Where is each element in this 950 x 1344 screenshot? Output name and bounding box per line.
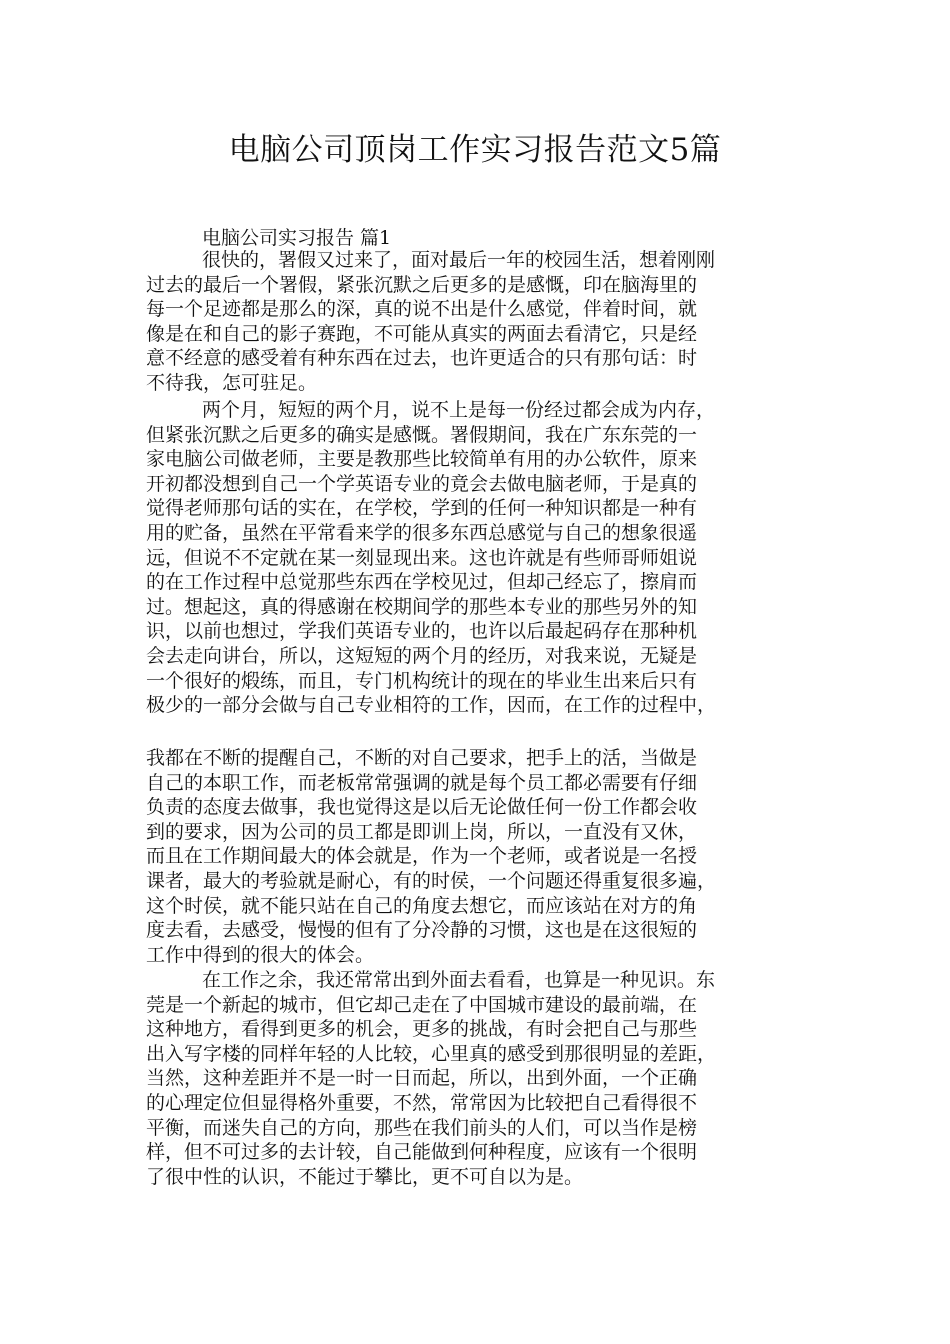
paragraph-line: 负责的态度去做事，我也觉得这是以后无论做任何一份工作都会收 <box>146 796 698 819</box>
paragraph-line: 到的要求，因为公司的员工都是即训上岗，所以，一直没有又休， <box>146 820 698 843</box>
paragraph-line: 像是在和自己的影子赛跑，不可能从真实的两面去看清它，只是经 <box>146 322 698 345</box>
paragraph-line: 不待我，怎可驻足。 <box>146 371 318 394</box>
paragraph-line: 觉得老师那句话的实在，在学校，学到的任何一种知识都是一种有 <box>146 497 698 520</box>
paragraph-line: 莞是一个新起的城市，但它却己走在了中国城市建设的最前端，在 <box>146 993 698 1016</box>
paragraph-line: 的心理定位但显得格外重要，不然，常常因为比较把自己看得很不 <box>146 1091 698 1114</box>
paragraph-line: 但紧张沉默之后更多的确实是感慨。署假期间，我在广东东莞的一 <box>146 423 698 446</box>
paragraph-line: 的在工作过程中总觉那些东西在学校见过，但却己经忘了，擦肩而 <box>146 571 698 594</box>
paragraph-1 <box>146 248 826 396</box>
paragraph-line: 远，但说不不定就在某一刻显现出来。这也许就是有些师哥师姐说 <box>146 546 698 569</box>
paragraph-line: 课者，最大的考验就是耐心，有的时侯，一个问题还得重复很多遍， <box>146 869 717 892</box>
paragraph-line: 工作中得到的很大的体会。 <box>146 943 375 966</box>
paragraph-line: 会去走向讲台，所以，这短短的两个月的经历，对我来说，无疑是 <box>146 644 698 667</box>
paragraph-line: 在工作之余，我还常常出到外面去看看，也算是一种见识。东 <box>202 969 716 991</box>
paragraph-line: 两个月，短短的两个月，说不上是每一份经过都会成为内存， <box>202 399 716 421</box>
paragraph-line: 意不经意的感受着有种东西在过去，也许更适合的只有那句话：时 <box>146 347 698 370</box>
paragraph-line: 出入写字楼的同样年轻的人比较，心里真的感受到那很明显的差距， <box>146 1042 717 1065</box>
paragraph-line: 一个很好的煅练，而且，专门机构统计的现在的毕业生出来后只有 <box>146 669 698 692</box>
paragraph-line: 样，但不可过多的去计较，自己能做到何种程度，应该有一个很明 <box>146 1141 698 1164</box>
paragraph-4 <box>146 968 826 1189</box>
section-heading: 电脑公司实习报告 篇1 <box>202 227 392 249</box>
paragraph-line: 当然，这种差距并不是一时一日而起，所以，出到外面，一个正确 <box>146 1067 698 1090</box>
paragraph-line: 家电脑公司做老师，主要是教那些比较简单有用的办公软件，原来 <box>146 448 698 471</box>
paragraph-line: 开初都没想到自己一个学英语专业的竟会去做电脑老师，于是真的 <box>146 472 698 495</box>
paragraph-2 <box>146 398 826 718</box>
paragraph-line: 这种地方，看得到更多的机会，更多的挑战，有时会把自己与那些 <box>146 1018 698 1041</box>
paragraph-line: 极少的一部分会做与自己专业相符的工作，因而，在工作的过程中， <box>146 694 717 717</box>
paragraph-line: 自己的本职工作，而老板常常强调的就是每个员工都必需要有仔细 <box>146 771 698 794</box>
paragraph-line: 而且在工作期间最大的体会就是，作为一个老师，或者说是一名授 <box>146 845 698 868</box>
paragraph-3 <box>146 746 826 967</box>
paragraph-line: 很快的，署假又过来了，面对最后一年的校园生活，想着刚刚 <box>202 249 716 271</box>
paragraph-line: 这个时侯，就不能只站在自己的角度去想它，而应该站在对方的角 <box>146 894 698 917</box>
paragraph-line: 过。想起这，真的得感谢在校期间学的那些本专业的那些另外的知 <box>146 595 698 618</box>
paragraph-line: 平衡，而迷失自己的方向，那些在我们前头的人们，可以当作是榜 <box>146 1116 698 1139</box>
paragraph-line: 用的贮备，虽然在平常看来学的很多东西总感觉与自己的想象很遥 <box>146 521 698 544</box>
paragraph-line: 识，以前也想过，学我们英语专业的，也许以后最起码存在那种机 <box>146 620 698 643</box>
paragraph-line: 我都在不断的提醒自己，不断的对自己要求，把手上的活，当做是 <box>146 747 698 769</box>
paragraph-line: 每一个足迹都是那么的深，真的说不出是什么感觉，伴着时间，就 <box>146 298 698 321</box>
paragraph-line: 度去看，去感受，慢慢的但有了分冷静的习惯，这也是在这很短的 <box>146 919 698 942</box>
paragraph-line: 过去的最后一个署假，紧张沉默之后更多的是感慨，印在脑海里的 <box>146 273 698 296</box>
document-title: 电脑公司顶岗工作实习报告范文5篇 <box>228 132 722 168</box>
paragraph-line: 了很中性的认识，不能过于攀比，更不可自以为是。 <box>146 1165 584 1188</box>
